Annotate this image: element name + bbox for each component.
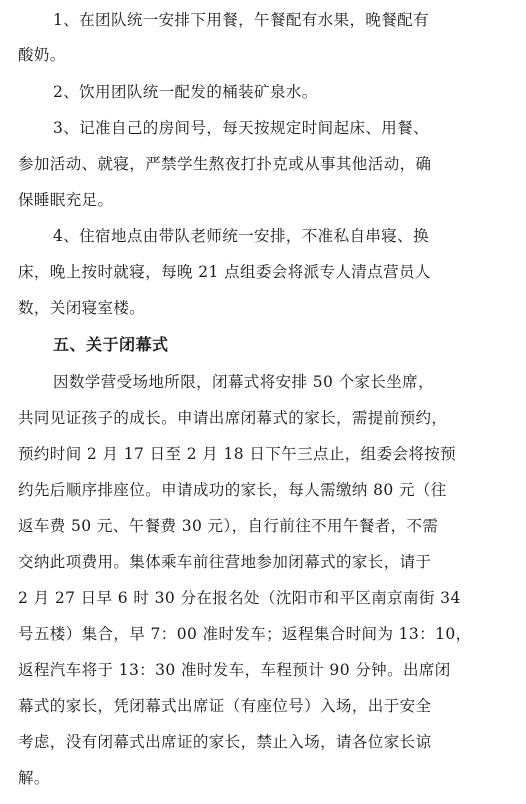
- para-4-line-3: 数，关闭寝室楼。: [18, 299, 146, 317]
- closing-line-6: 交纳此项费用。集体乘车前往营地参加闭幕式的家长，请于: [18, 553, 432, 571]
- para-4-line-2: 床，晚上按时就寝，每晚 21 点组委会将派专人清点营员人: [18, 263, 431, 281]
- closing-line-9: 返程汽车将于 13：30 准时发车，车程预计 90 分钟。出席闭: [18, 661, 451, 679]
- closing-line-11: 考虑，没有闭幕式出席证的家长，禁止入场，请各位家长谅: [18, 733, 432, 751]
- para-3-line-3: 保睡眠充足。: [18, 191, 114, 209]
- closing-line-10: 幕式的家长，凭闭幕式出席证（有座位号）入场，出于安全: [18, 697, 432, 715]
- para-3-line-2: 参加活动、就寝，严禁学生熬夜打扑克或从事其他活动，确: [18, 155, 432, 173]
- para-1-line-1: 1、在团队统一安排下用餐，午餐配有水果，晚餐配有: [53, 11, 429, 29]
- para-1-line-2: 酸奶。: [18, 46, 66, 64]
- para-2-line-1: 2、饮用团队统一配发的桶装矿泉水。: [53, 83, 318, 101]
- section-heading: 五、关于闭幕式: [53, 335, 169, 354]
- closing-line-4: 约先后顺序排座位。申请成功的家长，每人需缴纳 80 元（往: [18, 481, 447, 499]
- para-4-line-1: 4、住宿地点由带队老师统一安排，不准私自串寝、换: [53, 227, 429, 245]
- closing-line-8: 号五楼）集合，早 7：00 准时发车；返程集合时间为 13：10，: [18, 625, 472, 643]
- closing-line-5: 返车费 50 元、午餐费 30 元），自行前往不用午餐者，不需: [18, 517, 439, 535]
- closing-line-3: 预约时间 2 月 17 日至 2 月 18 日下午三点止，组委会将按预: [18, 445, 457, 463]
- closing-line-7: 2 月 27 日早 6 时 30 分在报名处（沈阳市和平区南京南街 34: [18, 589, 461, 607]
- closing-line-1: 因数学营受场地所限，闭幕式将安排 50 个家长坐席，: [53, 373, 434, 391]
- closing-line-2: 共同见证孩子的成长。申请出席闭幕式的家长，需提前预约，: [18, 409, 448, 427]
- closing-line-12: 解。: [18, 769, 50, 787]
- para-3-line-1: 3、记准自己的房间号，每天按规定时间起床、用餐、: [53, 119, 429, 137]
